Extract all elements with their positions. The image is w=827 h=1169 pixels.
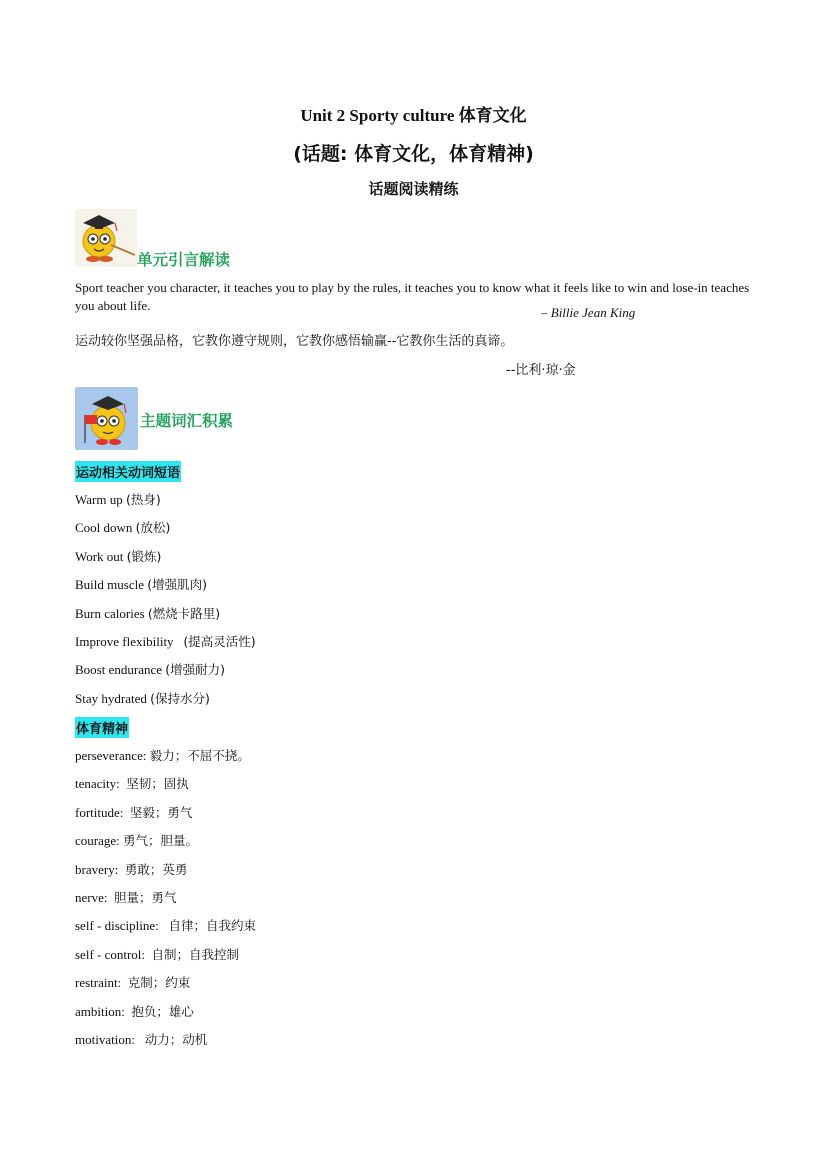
list-item (75, 831, 198, 849)
term-chinese: 坚毅；勇气 (129, 804, 193, 820)
term-english: self - control: (75, 946, 152, 962)
term-english: self - discipline: (75, 918, 169, 934)
section-heading-quote: 单元引言解读 (137, 251, 231, 269)
page-subsubtitle: 话题阅读精练 (368, 180, 459, 198)
term-english: motivation: (75, 1032, 145, 1047)
list-item (75, 746, 250, 764)
list-item (75, 803, 192, 821)
term-english: nerve: (75, 890, 114, 905)
highlight-label-verb-phrases: 运动相关动词短语 (75, 461, 181, 482)
term-chinese: 动力；动机 (144, 1032, 208, 1047)
term-chinese: 自律；自我约束 (168, 918, 257, 934)
term-chinese: 勇敢；英勇 (124, 861, 188, 877)
list-item (75, 547, 161, 565)
teacher-mascot-icon (75, 209, 137, 267)
term-chinese: (燃烧卡路里) (147, 605, 221, 621)
term-chinese: (锻炼) (126, 548, 162, 564)
term-chinese: (提高灵活性) (183, 634, 256, 649)
list-item (75, 632, 256, 650)
term-chinese: 毅力；不屈不挠。 (149, 748, 250, 763)
list-item (75, 1030, 207, 1048)
term-chinese: (放松) (135, 520, 171, 536)
term-english: ambition: (75, 1003, 132, 1019)
page-title: Unit 2 Sporty culture 体育文化 (300, 106, 527, 125)
term-chinese: (热身) (125, 492, 161, 507)
term-english: Cool down (75, 520, 136, 536)
page-subtitle: (话题: 体育文化，体育精神) (293, 143, 534, 165)
list-item (75, 774, 189, 792)
list-item (75, 1002, 194, 1020)
list-item (75, 660, 225, 678)
list-item (75, 888, 177, 906)
section-heading-vocabulary: 主题词汇积累 (140, 412, 234, 430)
term-chinese: 自制；自我控制 (151, 946, 240, 962)
term-english: Boost endurance (75, 662, 166, 678)
quote-author-english: – Billie Jean King (541, 305, 636, 320)
term-chinese: 勇气；胆量。 (123, 833, 199, 849)
term-english: Improve flexibility (75, 634, 184, 649)
term-english: bravery: (75, 861, 125, 877)
list-item (75, 860, 187, 878)
term-chinese: (增强耐力) (165, 662, 226, 678)
list-item (75, 945, 239, 963)
term-english: Burn calories (75, 605, 148, 621)
term-english: restraint: (75, 975, 128, 991)
highlight-label-sportsmanship: 体育精神 (75, 717, 129, 738)
term-english: courage: (75, 833, 124, 849)
term-english: perseverance: (75, 748, 150, 763)
list-item (75, 916, 256, 934)
term-chinese: 坚韧；固执 (126, 776, 189, 792)
term-chinese: (增强肌肉) (147, 577, 207, 593)
quote-chinese: 运动较你坚强品格，它教你遵守规则，它教你感悟输赢--它教你生活的真谛。 (75, 334, 514, 349)
term-chinese: 胆量；勇气 (113, 890, 177, 905)
term-english: Work out (75, 548, 127, 564)
term-english: tenacity: (75, 776, 127, 792)
term-english: fortitude: (75, 804, 130, 820)
list-item (75, 973, 190, 991)
list-item (75, 518, 170, 536)
student-mascot-icon (75, 387, 138, 450)
list-item (75, 689, 210, 707)
term-chinese: (保持水分) (150, 690, 210, 706)
term-chinese: 抱负；雄心 (131, 1003, 194, 1019)
term-chinese: 克制；约束 (127, 975, 191, 991)
list-item (75, 604, 220, 622)
term-english: Stay hydrated (75, 690, 151, 706)
list-item (75, 490, 161, 508)
term-english: Build muscle (75, 577, 148, 593)
quote-author-chinese: --比利·琼·金 (506, 363, 576, 378)
quote-english: Sport teacher you character, it teaches you to play by the rules, it teaches you to know what it feels like to win and lose-in teaches you about life. (75, 280, 750, 313)
list-item (75, 575, 207, 593)
term-english: Warm up (75, 492, 126, 507)
